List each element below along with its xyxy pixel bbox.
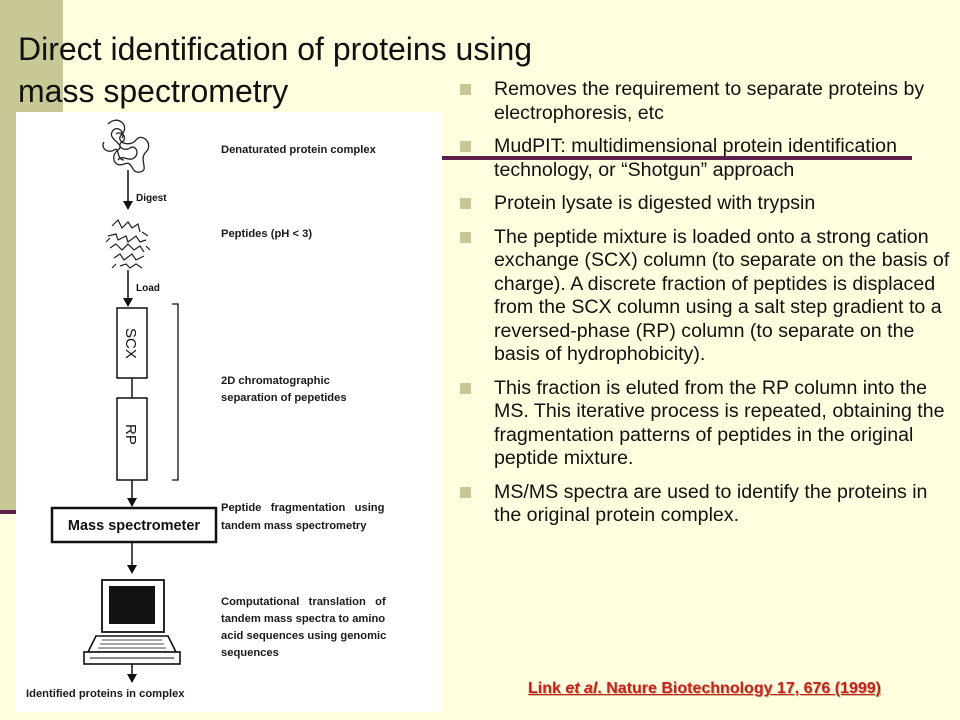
bullet-text: Protein lysate is digested with trypsin (494, 192, 816, 214)
mudpit-workflow-figure (16, 112, 442, 712)
step-peptides-label: Peptides (pH < 3) (221, 228, 313, 240)
chromatography-line-2: separation of pepetides (221, 392, 347, 404)
slide-title: Direct identification of proteins using mass spectrometry (18, 31, 533, 109)
rp-label: RP (122, 424, 139, 445)
bullet-square-icon (460, 383, 471, 394)
result-label: Identified proteins in complex (26, 688, 185, 700)
bullet-square-icon (460, 141, 471, 152)
citation-etal: et al (565, 680, 598, 697)
computer-result-arrowhead (127, 674, 137, 683)
digest-label: Digest (136, 193, 167, 204)
bullet-item (460, 192, 950, 216)
citation-link[interactable] (528, 680, 881, 698)
bullet-text: MudPIT: multidimensional protein identification technology, or “Shotgun” approach (494, 135, 897, 181)
bullet-item (460, 226, 950, 367)
bullet-item (460, 481, 950, 528)
ms-computer-arrowhead (127, 565, 137, 574)
scx-label: SCX (122, 328, 139, 359)
chromatography-bracket (172, 304, 178, 480)
fragmentation-line-1: Peptide fragmentation using (221, 502, 385, 514)
digest-arrowhead (123, 201, 133, 210)
bullet-square-icon (460, 84, 471, 95)
bullet-text: The peptide mixture is loaded onto a strong cation exchange (SCX) column (to separate on the basis of charge). A discrete fraction of peptides is displaced from the SCX column using a salt step gradient to a reversed-phase (RP) column (to separate on the basis of hydrophobicity). (494, 225, 950, 365)
bullet-text: This fraction is eluted from the RP column into the MS. This iterative process is repeated, obtaining the fragmentation patterns of peptides in the original peptide mixture. (494, 376, 945, 469)
citation-authors: Link (528, 680, 566, 697)
bullet-square-icon (460, 198, 471, 209)
bullet-list (460, 78, 950, 538)
citation-journal: . Nature Biotechnology 17, 676 (1999) (597, 680, 882, 697)
bullet-item (460, 135, 950, 182)
bullet-square-icon (460, 487, 471, 498)
computational-line-4: sequences (221, 647, 279, 659)
chromatography-line-1: 2D chromatographic (221, 375, 330, 387)
fragmentation-line-2: tandem mass spectrometry (221, 520, 367, 532)
peptides-icon (106, 220, 150, 268)
bullet-item (460, 377, 950, 471)
bullet-text: Removes the requirement to separate proteins by electrophoresis, etc (494, 78, 925, 124)
bullet-item (460, 78, 950, 125)
load-arrowhead (123, 298, 133, 307)
computational-line-2: tandem mass spectra to amino (221, 613, 386, 625)
bullet-text: MS/MS spectra are used to identify the proteins in the original protein complex. (494, 480, 928, 526)
rp-ms-arrowhead (127, 498, 137, 507)
mass-spectrometer-label: Mass spectrometer (67, 518, 201, 534)
computer-icon (84, 580, 180, 664)
step-denatured-label: Denaturated protein complex (221, 144, 376, 156)
computational-line-1: Computational translation of (221, 596, 386, 608)
load-label: Load (136, 283, 160, 294)
bullet-square-icon (460, 232, 471, 243)
computational-line-3: acid sequences using genomic (221, 630, 387, 642)
denatured-protein-icon (103, 120, 149, 172)
